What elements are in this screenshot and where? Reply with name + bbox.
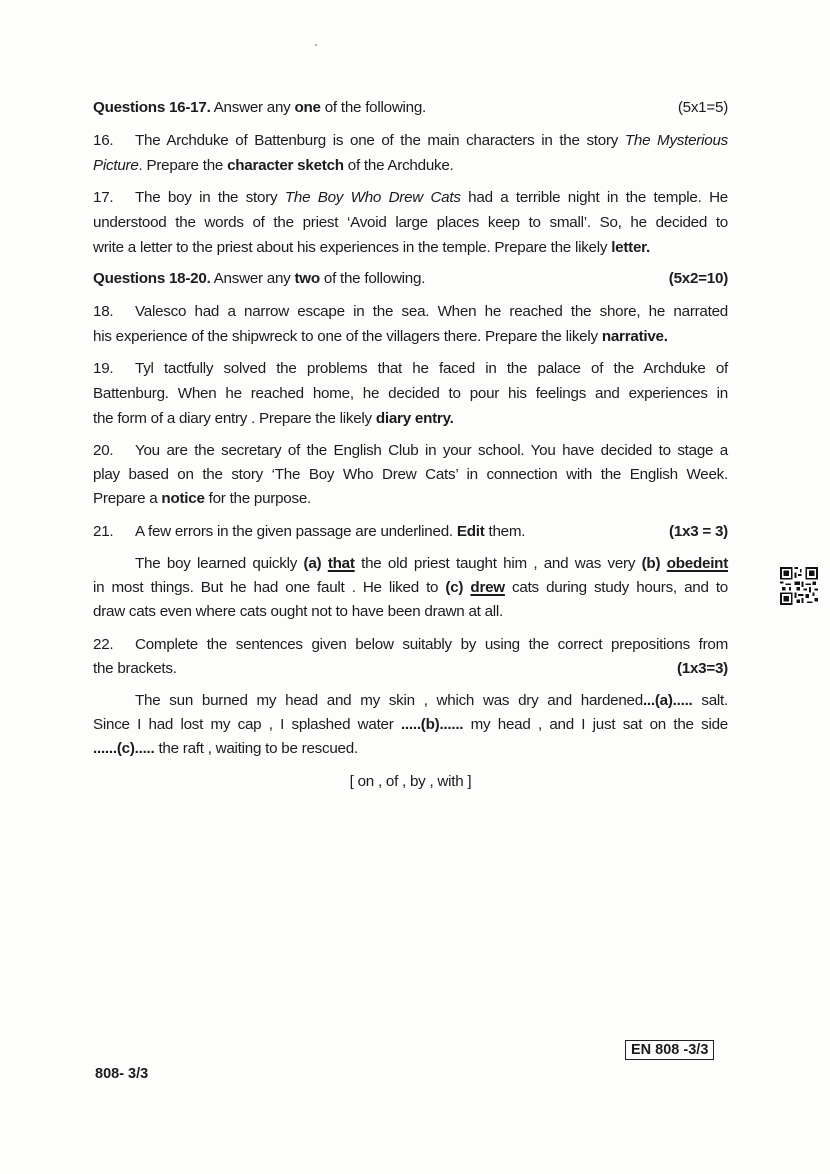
task-keyword: diary entry. (375, 410, 454, 427)
question-text: Valesco had a narrow escape in the sea. When he reached the shore, he narrated (135, 303, 728, 320)
q17-line-1 (93, 188, 728, 208)
story-title: The Boy Who Drew Cats (284, 189, 461, 206)
task-keyword: character sketch (227, 157, 344, 174)
q16-line-2 (93, 156, 728, 176)
q21-passage-line-1 (93, 554, 728, 574)
question-text: the form of a diary entry . Prepare the likely (93, 410, 376, 427)
question-text: The Archduke of Battenburg is one of the main characters in the story (135, 132, 625, 149)
instruction-text: Answer any (210, 99, 295, 116)
blank-b: .....(b)...... (400, 716, 464, 733)
passage-text: my head , and I just sat on the side (463, 716, 728, 733)
q22-line-1 (93, 635, 728, 655)
question-number: 22. (93, 636, 114, 653)
blank-a: ...(a)..... (642, 692, 693, 709)
scan-speck (315, 44, 317, 46)
story-title: The Mysterious (624, 132, 728, 149)
story-title: Picture (93, 157, 139, 174)
instruction-emphasis: one (294, 99, 321, 116)
question-text: his experience of the shipwreck to one of the villagers there. Prepare the likely (93, 328, 602, 345)
instruction-text: Answer any (210, 270, 295, 287)
question-number: 17. (93, 189, 114, 206)
task-keyword: letter. (611, 239, 650, 256)
preposition-options: [ on , of , by , with ] (349, 773, 472, 790)
question-number: 16. (93, 132, 114, 149)
q17-line-3 (93, 238, 728, 258)
q17-line-2: understood the words of the priest ‘Avoid large places keep to small’. So, he decided to (93, 214, 728, 231)
q16-line-1 (93, 131, 728, 151)
q22-passage-line-2 (93, 715, 728, 735)
q19-line-1 (93, 359, 728, 379)
q20-line-3 (93, 489, 728, 509)
passage-text: The sun burned my head and my skin , which was dry and hardened (135, 692, 643, 709)
marks-label: (1x3=3) (676, 660, 728, 677)
question-text: had a terrible night in the temple. He (460, 189, 728, 206)
task-keyword: notice (161, 490, 205, 507)
underlined-error-c: drew (470, 579, 505, 596)
section-label: Questions 18-20. (93, 270, 211, 287)
passage-text: the old priest taught him , and was very (354, 555, 642, 572)
passage-text: Since I had lost my cap , I splashed water (93, 716, 401, 733)
passage-text: in most things. But he had one fault . He liked to (93, 579, 446, 596)
q22-passage-line-1 (93, 691, 728, 711)
blank-c: ......(c)..... (93, 740, 155, 757)
marks-label: (5x1=5) (677, 99, 728, 116)
q22-line-2 (93, 659, 728, 679)
marks-label: (1x3 = 3) (669, 523, 728, 540)
instruction-text: of the following. (319, 270, 426, 287)
task-keyword: narrative. (601, 328, 668, 345)
section-heading-18-20 (93, 269, 728, 289)
question-number: 19. (93, 360, 114, 377)
question-text: Tyl tactfully solved the problems that he faced in the palace of the Archduke of (135, 360, 728, 377)
q21-passage-line-2 (93, 578, 728, 598)
question-text: A few errors in the given passage are underlined. (135, 523, 457, 540)
q18-line-1 (93, 302, 728, 322)
question-number: 21. (93, 523, 114, 540)
question-text: Prepare a (93, 490, 162, 507)
question-text: of the Archduke. (343, 157, 454, 174)
q20-line-1 (93, 441, 728, 461)
question-text: Complete the sentences given below suitably by using the correct prepositions from (135, 636, 728, 653)
error-label-a: (a) (303, 555, 328, 572)
passage-text: the raft , waiting to be rescued. (154, 740, 358, 757)
q18-line-2 (93, 327, 728, 347)
question-text: You are the secretary of the English Club in your school. You have decided to stage a (135, 442, 728, 459)
question-number: 20. (93, 442, 114, 459)
error-label-c: (c) (445, 579, 471, 596)
q20-line-2: play based on the story ‘The Boy Who Drew Cats’ in connection with the English Week. (93, 466, 728, 483)
question-text: write a letter to the priest about his experiences in the temple. Prepare the likely (93, 239, 612, 256)
question-text: them. (484, 523, 526, 540)
question-text: for the purpose. (204, 490, 312, 507)
paper-code-box: EN 808 -3/3 (625, 1040, 714, 1060)
error-label-b: (b) (641, 555, 667, 572)
q19-line-3 (93, 409, 728, 429)
q21-passage-line-3: draw cats even where cats ought not to have been drawn at all. (93, 603, 504, 620)
passage-text: salt. (692, 692, 728, 709)
question-number: 18. (93, 303, 114, 320)
section-label: Questions 16-17. (93, 99, 211, 116)
passage-text: cats during study hours, and to (504, 579, 729, 596)
q19-line-2: Battenburg. When he reached home, he decided to pour his feelings and experiences in (93, 385, 728, 402)
instruction-emphasis: two (294, 270, 320, 287)
instruction-text: of the following. (320, 99, 427, 116)
question-text: the brackets. (93, 660, 177, 677)
page-reference: 808- 3/3 (95, 1066, 149, 1082)
underlined-error-b: obedeint (666, 555, 728, 572)
section-heading-16-17 (93, 98, 728, 118)
marks-label: (5x2=10) (668, 270, 728, 287)
q22-passage-line-3 (93, 739, 728, 759)
question-text: . Prepare the (138, 157, 228, 174)
question-text: The boy in the story (135, 189, 285, 206)
underlined-error-a: that (327, 555, 355, 572)
qr-code-icon (780, 567, 818, 605)
task-keyword: Edit (456, 523, 485, 540)
passage-text: The boy learned quickly (135, 555, 304, 572)
q21-prompt (93, 522, 728, 542)
